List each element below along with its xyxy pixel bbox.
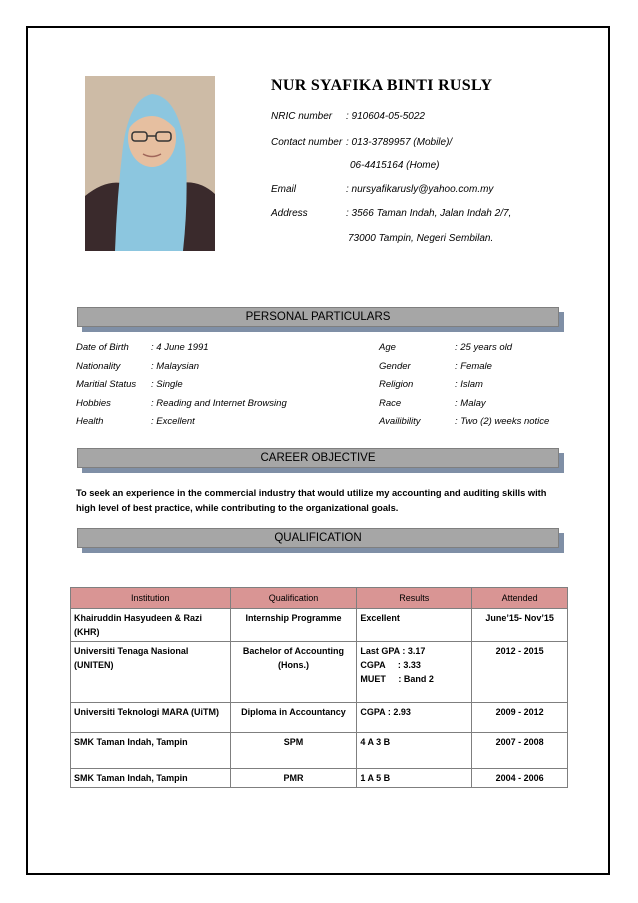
pp-value: : Malaysian [151,361,200,372]
table-row [71,609,568,642]
qualification-cell: PMR [230,769,357,788]
candidate-name: NUR SYAFIKA BINTI RUSLY [271,77,493,94]
result-line: MUET : Band 2 [360,674,434,684]
pp-label: Race [379,398,402,409]
attended-cell: 2012 - 2015 [472,642,568,703]
qualification-table [70,587,568,788]
results-cell: 1 A 5 B [357,769,472,788]
section-header-personal: PERSONAL PARTICULARS [77,307,559,327]
result-line: CGPA : 3.33 [360,660,421,670]
address-row [271,208,511,219]
pp-value: : Excellent [151,416,195,427]
nric-value: : 910604-05-5022 [346,111,425,122]
pp-value: : 4 June 1991 [151,342,209,353]
column-header: Qualification [230,588,357,609]
pp-value: : Malay [455,398,486,409]
pp-value: : Female [455,361,492,372]
address-value: : 3566 Taman Indah, Jalan Indah 2/7, [346,208,512,219]
pp-label: Availibility [379,416,421,427]
pp-label: Gender [379,361,411,372]
section-header-qualification: QUALIFICATION [77,528,559,548]
table-row [71,733,568,769]
contact-label: Contact number [271,137,343,148]
pp-label: Nationality [76,361,121,372]
qualification-cell: Diploma in Accountancy [230,703,357,733]
qualification-cell: SPM [230,733,357,769]
result-line: Last GPA : 3.17 [360,646,426,656]
institution-cell: Universiti Tenaga Nasional (UNITEN) [71,642,231,703]
pp-value: : Islam [455,379,483,390]
institution-cell: SMK Taman Indah, Tampin [71,769,231,788]
email-label: Email [271,184,297,195]
attended-cell: 2007 - 2008 [472,733,568,769]
column-header: Results [357,588,472,609]
qualification-cell: Bachelor of Accounting (Hons.) [230,642,357,703]
institution-cell: SMK Taman Indah, Tampin [71,733,231,769]
nric-label: NRIC number [271,111,333,122]
attended-cell: 2009 - 2012 [472,703,568,733]
pp-value: : Two (2) weeks notice [455,416,550,427]
pp-value: : Single [151,379,183,390]
attended-cell: 2004 - 2006 [472,769,568,788]
qualification-cell: Internship Programme [230,609,357,642]
table-row [71,703,568,733]
pp-label: Age [379,342,396,353]
institution-cell: Universiti Teknologi MARA (UiTM) [71,703,231,733]
career-objective-text: To seek an experience in the commercial industry that would utilize my accounting and auditing skills with high level of best practice, while contributing to the organizational goals. [76,488,547,513]
results-cell [357,642,472,703]
institution-cell: Khairuddin Hasyudeen & Razi (KHR) [71,609,231,642]
results-cell: CGPA : 2.93 [357,703,472,733]
pp-label: Religion [379,379,414,390]
column-header: Institution [71,588,231,609]
contact-home: 06-4415164 (Home) [350,160,440,171]
results-cell: 4 A 3 B [357,733,472,769]
table-row [71,642,568,703]
pp-label: Health [76,416,104,427]
pp-label: Maritial Status [76,379,137,390]
table-row [71,769,568,788]
profile-photo [85,76,215,251]
portrait-image [85,76,215,251]
email-value: : nursyafikarusly@yahoo.com.my [346,184,494,195]
address-line2: 73000 Tampin, Negeri Sembilan. [348,233,494,244]
contact-row [271,137,452,148]
contact-value: : 013-3789957 (Mobile)/ [346,137,453,148]
nric-row [271,111,425,122]
pp-label: Hobbies [76,398,111,409]
attended-cell: June’15- Nov’15 [472,609,568,642]
column-header: Attended [472,588,568,609]
email-row [271,184,493,195]
table-header-row [71,588,568,609]
pp-value: : Reading and Internet Browsing [151,398,287,409]
pp-label: Date of Birth [76,342,129,353]
pp-value: : 25 years old [455,342,513,353]
section-header-career: CAREER OBJECTIVE [77,448,559,468]
address-label: Address [271,208,308,219]
results-cell: Excellent [357,609,472,642]
